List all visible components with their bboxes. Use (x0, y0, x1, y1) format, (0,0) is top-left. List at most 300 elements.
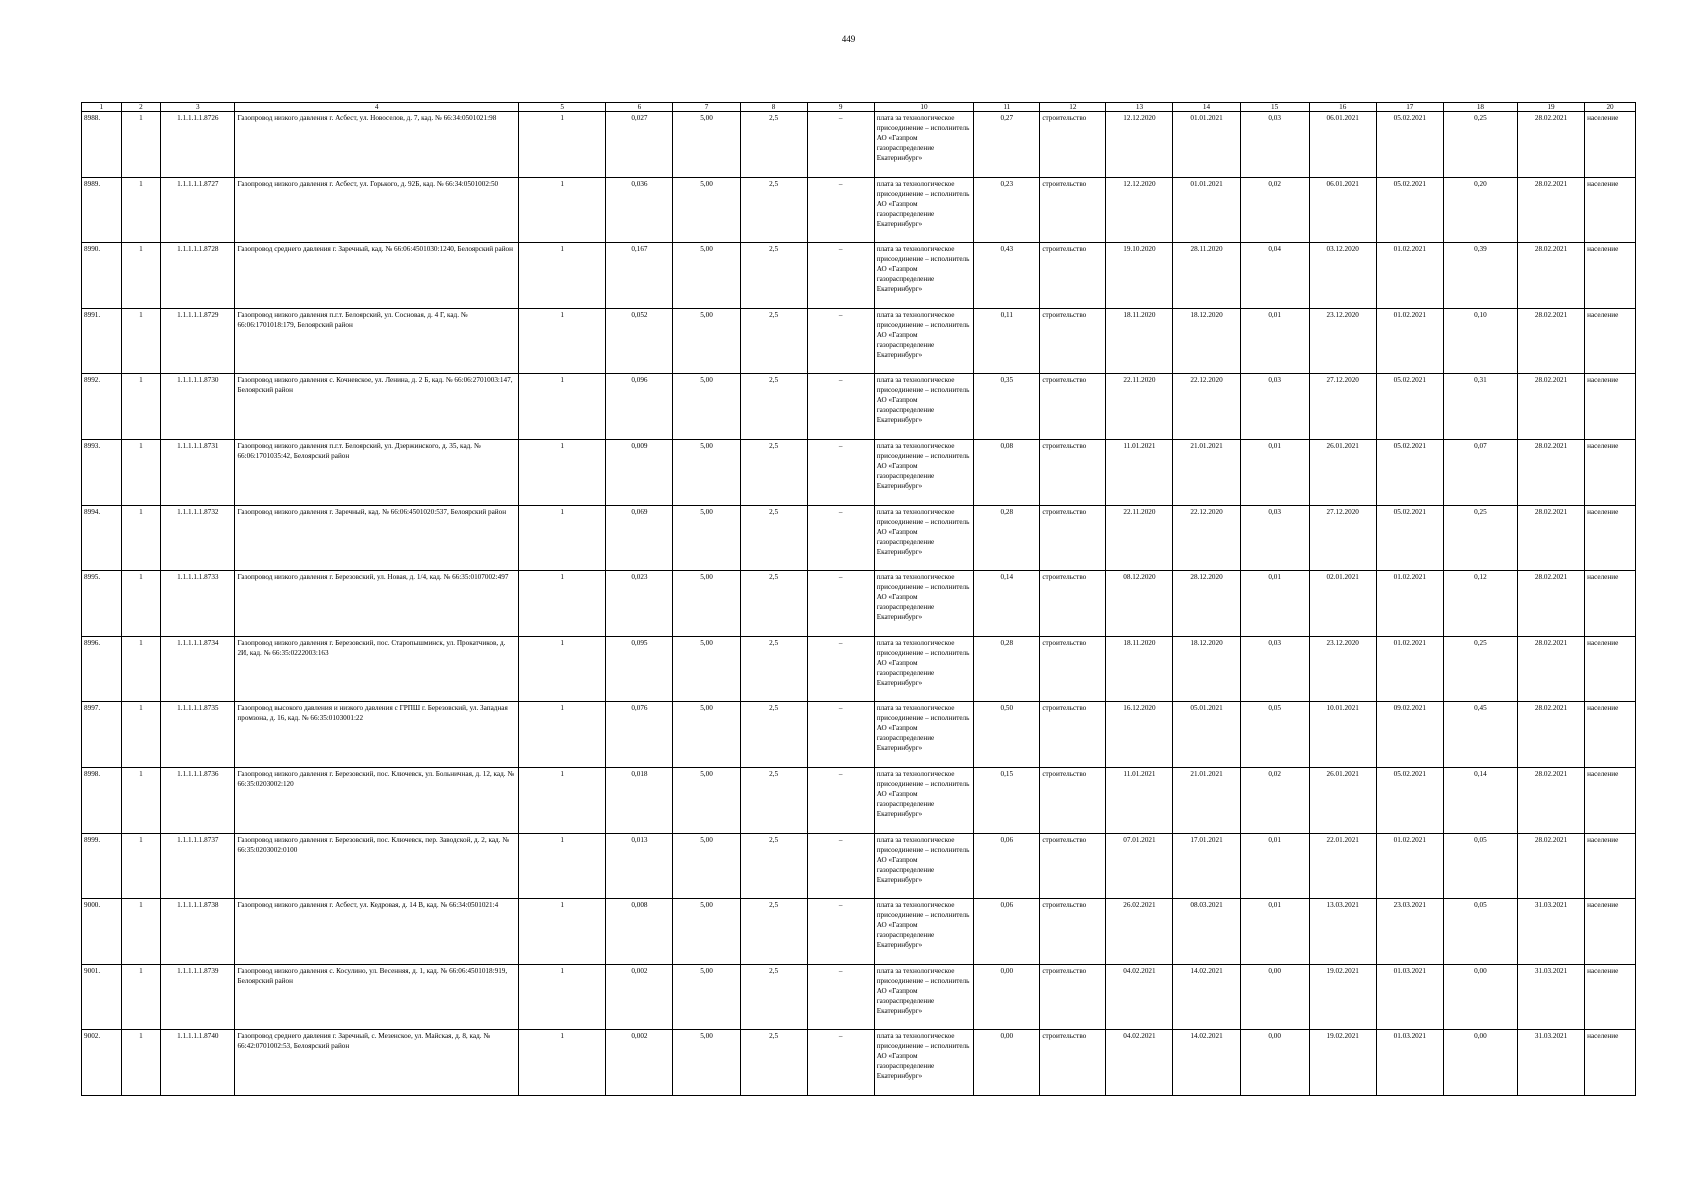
col-2-cell: 1 (121, 702, 161, 768)
col-7-cell: 5,00 (673, 1030, 740, 1096)
col-7-cell: 5,00 (673, 899, 740, 965)
col-18-cell: 0,05 (1443, 833, 1517, 899)
table-row (82, 112, 1636, 178)
object-code: 1.1.1.1.1.8729 (161, 308, 235, 374)
row-number: 8997. (82, 702, 122, 768)
table-row (82, 636, 1636, 702)
col-7-cell: 5,00 (673, 243, 740, 309)
col-2-cell: 1 (121, 243, 161, 309)
date-14: 14.02.2021 (1173, 1030, 1240, 1096)
date-16: 27.12.2020 (1309, 374, 1376, 440)
col-2-cell: 1 (121, 308, 161, 374)
funding-source: плата за технологическое присоединение – исполнитель АО «Газпром газораспределение Екатеринбург» (874, 964, 974, 1030)
date-14: 14.02.2021 (1173, 964, 1240, 1030)
col-6-cell: 0,002 (606, 964, 673, 1030)
date-17: 01.02.2021 (1376, 833, 1443, 899)
date-13: 18.11.2020 (1106, 308, 1173, 374)
date-13: 04.02.2021 (1106, 1030, 1173, 1096)
table-row (82, 177, 1636, 243)
date-19: 28.02.2021 (1518, 571, 1585, 637)
funding-source: плата за технологическое присоединение – исполнитель АО «Газпром газораспределение Екатеринбург» (874, 833, 974, 899)
work-type: строительство (1040, 243, 1106, 309)
col-8-cell: 2,5 (740, 1030, 807, 1096)
date-16: 26.01.2021 (1309, 767, 1376, 833)
col-5-cell: 1 (518, 636, 605, 702)
date-13: 11.01.2021 (1106, 767, 1173, 833)
date-17: 01.03.2021 (1376, 964, 1443, 1030)
date-16: 19.02.2021 (1309, 964, 1376, 1030)
col-6-cell: 0,096 (606, 374, 673, 440)
col-6-cell: 0,009 (606, 439, 673, 505)
col-9-cell: – (807, 374, 874, 440)
row-number: 9000. (82, 899, 122, 965)
col-7-cell: 5,00 (673, 505, 740, 571)
col-2-cell: 1 (121, 767, 161, 833)
col-6-cell: 0,069 (606, 505, 673, 571)
col-9-cell: – (807, 308, 874, 374)
table-row (82, 833, 1636, 899)
date-13: 08.12.2020 (1106, 571, 1173, 637)
col-15-cell: 0,01 (1240, 439, 1309, 505)
consumer-group: население (1585, 899, 1636, 965)
col-15-cell: 0,03 (1240, 505, 1309, 571)
col-6-cell: 0,002 (606, 1030, 673, 1096)
col-11-cell: 0,35 (974, 374, 1040, 440)
col-8-cell: 2,5 (740, 112, 807, 178)
table-row (82, 702, 1636, 768)
work-type: строительство (1040, 505, 1106, 571)
column-header: 6 (606, 103, 673, 112)
col-2-cell: 1 (121, 571, 161, 637)
consumer-group: население (1585, 1030, 1636, 1096)
col-15-cell: 0,01 (1240, 571, 1309, 637)
work-type: строительство (1040, 177, 1106, 243)
object-code: 1.1.1.1.1.8728 (161, 243, 235, 309)
col-7-cell: 5,00 (673, 308, 740, 374)
col-18-cell: 0,31 (1443, 374, 1517, 440)
date-16: 10.01.2021 (1309, 702, 1376, 768)
date-16: 22.01.2021 (1309, 833, 1376, 899)
row-number: 8989. (82, 177, 122, 243)
col-9-cell: – (807, 833, 874, 899)
consumer-group: население (1585, 571, 1636, 637)
consumer-group: население (1585, 636, 1636, 702)
date-14: 22.12.2020 (1173, 374, 1240, 440)
object-code: 1.1.1.1.1.8732 (161, 505, 235, 571)
col-6-cell: 0,008 (606, 899, 673, 965)
object-description: Газопровод низкого давления г. Асбест, ул. Кедровая, д. 14 В, кад. № 66:34:0501021:4 (235, 899, 519, 965)
col-15-cell: 0,00 (1240, 964, 1309, 1030)
date-13: 16.12.2020 (1106, 702, 1173, 768)
consumer-group: население (1585, 505, 1636, 571)
date-16: 19.02.2021 (1309, 1030, 1376, 1096)
col-9-cell: – (807, 571, 874, 637)
table-header (82, 103, 1636, 112)
column-header: 12 (1040, 103, 1106, 112)
col-11-cell: 0,15 (974, 767, 1040, 833)
col-9-cell: – (807, 112, 874, 178)
date-19: 28.02.2021 (1518, 308, 1585, 374)
date-17: 05.02.2021 (1376, 374, 1443, 440)
col-8-cell: 2,5 (740, 636, 807, 702)
row-number: 8993. (82, 439, 122, 505)
col-7-cell: 5,00 (673, 112, 740, 178)
col-5-cell: 1 (518, 439, 605, 505)
date-19: 28.02.2021 (1518, 374, 1585, 440)
col-8-cell: 2,5 (740, 833, 807, 899)
date-19: 28.02.2021 (1518, 767, 1585, 833)
funding-source: плата за технологическое присоединение – исполнитель АО «Газпром газораспределение Екатеринбург» (874, 899, 974, 965)
work-type: строительство (1040, 374, 1106, 440)
work-type: строительство (1040, 571, 1106, 637)
date-14: 18.12.2020 (1173, 308, 1240, 374)
date-16: 27.12.2020 (1309, 505, 1376, 571)
col-18-cell: 0,20 (1443, 177, 1517, 243)
date-13: 22.11.2020 (1106, 374, 1173, 440)
object-description: Газопровод низкого давления г. Березовский, ул. Новая, д. 1/4, кад. № 66:35:0107002:497 (235, 571, 519, 637)
col-11-cell: 0,08 (974, 439, 1040, 505)
row-number: 8994. (82, 505, 122, 571)
col-9-cell: – (807, 899, 874, 965)
object-code: 1.1.1.1.1.8734 (161, 636, 235, 702)
col-2-cell: 1 (121, 374, 161, 440)
col-7-cell: 5,00 (673, 439, 740, 505)
date-13: 04.02.2021 (1106, 964, 1173, 1030)
date-14: 17.01.2021 (1173, 833, 1240, 899)
row-number: 8991. (82, 308, 122, 374)
column-header: 9 (807, 103, 874, 112)
object-description: Газопровод среднего давления г. Заречный, кад. № 66:06:4501030:1240, Белоярский район (235, 243, 519, 309)
column-header: 4 (235, 103, 519, 112)
date-17: 09.02.2021 (1376, 702, 1443, 768)
funding-source: плата за технологическое присоединение – исполнитель АО «Газпром газораспределение Екатеринбург» (874, 1030, 974, 1096)
col-18-cell: 0,10 (1443, 308, 1517, 374)
col-6-cell: 0,023 (606, 571, 673, 637)
date-19: 31.03.2021 (1518, 1030, 1585, 1096)
funding-source: плата за технологическое присоединение – исполнитель АО «Газпром газораспределение Екатеринбург» (874, 571, 974, 637)
column-header: 13 (1106, 103, 1173, 112)
date-13: 26.02.2021 (1106, 899, 1173, 965)
object-description: Газопровод низкого давления г. Асбест, ул. Горького, д. 92Б, кад. № 66:34:0501002:50 (235, 177, 519, 243)
object-code: 1.1.1.1.1.8733 (161, 571, 235, 637)
column-number-row (82, 103, 1636, 112)
col-5-cell: 1 (518, 571, 605, 637)
col-18-cell: 0,39 (1443, 243, 1517, 309)
col-8-cell: 2,5 (740, 308, 807, 374)
date-17: 01.02.2021 (1376, 308, 1443, 374)
col-6-cell: 0,013 (606, 833, 673, 899)
col-6-cell: 0,052 (606, 308, 673, 374)
col-9-cell: – (807, 439, 874, 505)
object-description: Газопровод низкого давления г. Березовский, пос. Ключевск, пер. Заводской, д. 2, кад. № 66:35:0203002:0100 (235, 833, 519, 899)
date-14: 22.12.2020 (1173, 505, 1240, 571)
date-17: 05.02.2021 (1376, 439, 1443, 505)
consumer-group: население (1585, 767, 1636, 833)
date-16: 02.01.2021 (1309, 571, 1376, 637)
date-17: 05.02.2021 (1376, 505, 1443, 571)
date-16: 23.12.2020 (1309, 308, 1376, 374)
col-11-cell: 0,23 (974, 177, 1040, 243)
object-code: 1.1.1.1.1.8730 (161, 374, 235, 440)
column-header: 2 (121, 103, 161, 112)
date-17: 05.02.2021 (1376, 177, 1443, 243)
col-9-cell: – (807, 702, 874, 768)
consumer-group: население (1585, 243, 1636, 309)
date-14: 21.01.2021 (1173, 767, 1240, 833)
col-18-cell: 0,45 (1443, 702, 1517, 768)
work-type: строительство (1040, 1030, 1106, 1096)
object-description: Газопровод низкого давления с. Косулино, ул. Весенняя, д. 1, кад. № 66:06:4501018:919, Белоярский район (235, 964, 519, 1030)
date-19: 28.02.2021 (1518, 636, 1585, 702)
object-description: Газопровод низкого давления с. Кочневское, ул. Ленина, д. 2 Б, кад. № 66:06:2701003:147, Белоярский район (235, 374, 519, 440)
col-11-cell: 0,06 (974, 899, 1040, 965)
date-17: 01.02.2021 (1376, 243, 1443, 309)
col-9-cell: – (807, 243, 874, 309)
funding-source: плата за технологическое присоединение – исполнитель АО «Газпром газораспределение Екатеринбург» (874, 505, 974, 571)
table-row (82, 308, 1636, 374)
date-16: 06.01.2021 (1309, 177, 1376, 243)
object-description: Газопровод низкого давления г. Березовский, пос. Старопышминск, ул. Прокатчиков, д. 2И, кад. № 66:35:0222003:163 (235, 636, 519, 702)
col-7-cell: 5,00 (673, 833, 740, 899)
date-16: 13.03.2021 (1309, 899, 1376, 965)
object-description: Газопровод низкого давления г. Асбест, ул. Новоселов, д. 7, кад. № 66:34:0501021:98 (235, 112, 519, 178)
date-19: 28.02.2021 (1518, 439, 1585, 505)
work-type: строительство (1040, 308, 1106, 374)
column-header: 5 (518, 103, 605, 112)
column-header: 7 (673, 103, 740, 112)
col-11-cell: 0,06 (974, 833, 1040, 899)
date-13: 22.11.2020 (1106, 505, 1173, 571)
date-13: 12.12.2020 (1106, 112, 1173, 178)
date-17: 23.03.2021 (1376, 899, 1443, 965)
object-code: 1.1.1.1.1.8737 (161, 833, 235, 899)
row-number: 9002. (82, 1030, 122, 1096)
object-description: Газопровод среднего давления г. Заречный, с. Мезенское, ул. Майская, д. 8, кад. № 66:42:0701002:53, Белоярский район (235, 1030, 519, 1096)
col-2-cell: 1 (121, 636, 161, 702)
col-11-cell: 0,14 (974, 571, 1040, 637)
col-15-cell: 0,02 (1240, 767, 1309, 833)
col-11-cell: 0,28 (974, 636, 1040, 702)
object-description: Газопровод низкого давления г. Березовский, пос. Ключевск, ул. Больничная, д. 12, кад. № 66:35:0203002:120 (235, 767, 519, 833)
col-2-cell: 1 (121, 833, 161, 899)
work-type: строительство (1040, 636, 1106, 702)
col-9-cell: – (807, 636, 874, 702)
table-row (82, 571, 1636, 637)
row-number: 8996. (82, 636, 122, 702)
date-13: 12.12.2020 (1106, 177, 1173, 243)
date-14: 01.01.2021 (1173, 177, 1240, 243)
table-row (82, 964, 1636, 1030)
row-number: 8988. (82, 112, 122, 178)
date-19: 28.02.2021 (1518, 833, 1585, 899)
date-14: 28.11.2020 (1173, 243, 1240, 309)
col-8-cell: 2,5 (740, 177, 807, 243)
col-6-cell: 0,095 (606, 636, 673, 702)
consumer-group: население (1585, 308, 1636, 374)
col-15-cell: 0,00 (1240, 1030, 1309, 1096)
col-9-cell: – (807, 1030, 874, 1096)
consumer-group: население (1585, 374, 1636, 440)
col-5-cell: 1 (518, 112, 605, 178)
object-code: 1.1.1.1.1.8739 (161, 964, 235, 1030)
col-15-cell: 0,05 (1240, 702, 1309, 768)
col-2-cell: 1 (121, 177, 161, 243)
col-9-cell: – (807, 767, 874, 833)
date-19: 28.02.2021 (1518, 112, 1585, 178)
col-18-cell: 0,00 (1443, 964, 1517, 1030)
col-6-cell: 0,076 (606, 702, 673, 768)
col-11-cell: 0,28 (974, 505, 1040, 571)
work-type: строительство (1040, 439, 1106, 505)
col-18-cell: 0,12 (1443, 571, 1517, 637)
funding-source: плата за технологическое присоединение – исполнитель АО «Газпром газораспределение Екатеринбург» (874, 767, 974, 833)
date-13: 18.11.2020 (1106, 636, 1173, 702)
col-8-cell: 2,5 (740, 964, 807, 1030)
table-row (82, 1030, 1636, 1096)
row-number: 8998. (82, 767, 122, 833)
column-header: 8 (740, 103, 807, 112)
object-code: 1.1.1.1.1.8731 (161, 439, 235, 505)
col-7-cell: 5,00 (673, 767, 740, 833)
col-11-cell: 0,00 (974, 964, 1040, 1030)
object-description: Газопровод низкого давления п.г.т. Белоярский, ул. Дзержинского, д. 35, кад. № 66:06:1701035:42, Белоярский район (235, 439, 519, 505)
object-code: 1.1.1.1.1.8740 (161, 1030, 235, 1096)
col-5-cell: 1 (518, 1030, 605, 1096)
date-16: 03.12.2020 (1309, 243, 1376, 309)
date-14: 18.12.2020 (1173, 636, 1240, 702)
object-code: 1.1.1.1.1.8735 (161, 702, 235, 768)
col-8-cell: 2,5 (740, 899, 807, 965)
col-6-cell: 0,027 (606, 112, 673, 178)
col-5-cell: 1 (518, 899, 605, 965)
column-header: 18 (1443, 103, 1517, 112)
col-6-cell: 0,167 (606, 243, 673, 309)
work-type: строительство (1040, 767, 1106, 833)
row-number: 8990. (82, 243, 122, 309)
date-17: 01.03.2021 (1376, 1030, 1443, 1096)
date-17: 05.02.2021 (1376, 767, 1443, 833)
page-number: 449 (841, 34, 856, 44)
col-9-cell: – (807, 177, 874, 243)
column-header: 15 (1240, 103, 1309, 112)
date-19: 28.02.2021 (1518, 702, 1585, 768)
row-number: 9001. (82, 964, 122, 1030)
consumer-group: население (1585, 112, 1636, 178)
col-2-cell: 1 (121, 899, 161, 965)
date-16: 23.12.2020 (1309, 636, 1376, 702)
col-8-cell: 2,5 (740, 702, 807, 768)
date-14: 28.12.2020 (1173, 571, 1240, 637)
col-5-cell: 1 (518, 505, 605, 571)
column-header: 20 (1585, 103, 1636, 112)
row-number: 8999. (82, 833, 122, 899)
col-15-cell: 0,03 (1240, 636, 1309, 702)
table-row (82, 439, 1636, 505)
consumer-group: население (1585, 833, 1636, 899)
col-18-cell: 0,25 (1443, 505, 1517, 571)
col-7-cell: 5,00 (673, 374, 740, 440)
date-19: 28.02.2021 (1518, 243, 1585, 309)
col-6-cell: 0,036 (606, 177, 673, 243)
col-11-cell: 0,50 (974, 702, 1040, 768)
col-7-cell: 5,00 (673, 636, 740, 702)
col-8-cell: 2,5 (740, 243, 807, 309)
consumer-group: население (1585, 439, 1636, 505)
funding-source: плата за технологическое присоединение – исполнитель АО «Газпром газораспределение Екатеринбург» (874, 439, 974, 505)
date-19: 31.03.2021 (1518, 964, 1585, 1030)
col-11-cell: 0,11 (974, 308, 1040, 374)
col-15-cell: 0,03 (1240, 112, 1309, 178)
row-number: 8992. (82, 374, 122, 440)
col-11-cell: 0,00 (974, 1030, 1040, 1096)
col-2-cell: 1 (121, 964, 161, 1030)
work-type: строительство (1040, 899, 1106, 965)
table-row (82, 243, 1636, 309)
object-description: Газопровод низкого давления п.г.т. Белоярский, ул. Сосновая, д. 4 Г, кад. № 66:06:1701018:179, Белоярский район (235, 308, 519, 374)
funding-source: плата за технологическое присоединение – исполнитель АО «Газпром газораспределение Екатеринбург» (874, 243, 974, 309)
col-8-cell: 2,5 (740, 505, 807, 571)
registry-table (81, 102, 1636, 1096)
col-15-cell: 0,02 (1240, 177, 1309, 243)
col-9-cell: – (807, 964, 874, 1030)
date-13: 19.10.2020 (1106, 243, 1173, 309)
consumer-group: население (1585, 177, 1636, 243)
date-13: 11.01.2021 (1106, 439, 1173, 505)
table-row (82, 767, 1636, 833)
column-header: 3 (161, 103, 235, 112)
col-7-cell: 5,00 (673, 177, 740, 243)
date-17: 01.02.2021 (1376, 571, 1443, 637)
col-7-cell: 5,00 (673, 702, 740, 768)
date-16: 06.01.2021 (1309, 112, 1376, 178)
funding-source: плата за технологическое присоединение – исполнитель АО «Газпром газораспределение Екатеринбург» (874, 636, 974, 702)
table-body (82, 112, 1636, 1096)
date-14: 05.01.2021 (1173, 702, 1240, 768)
col-2-cell: 1 (121, 1030, 161, 1096)
table-row (82, 505, 1636, 571)
col-18-cell: 0,05 (1443, 899, 1517, 965)
col-18-cell: 0,07 (1443, 439, 1517, 505)
col-5-cell: 1 (518, 833, 605, 899)
column-header: 10 (874, 103, 974, 112)
col-6-cell: 0,018 (606, 767, 673, 833)
col-7-cell: 5,00 (673, 964, 740, 1030)
object-code: 1.1.1.1.1.8726 (161, 112, 235, 178)
col-15-cell: 0,01 (1240, 308, 1309, 374)
work-type: строительство (1040, 702, 1106, 768)
col-5-cell: 1 (518, 243, 605, 309)
funding-source: плата за технологическое присоединение – исполнитель АО «Газпром газораспределение Екатеринбург» (874, 702, 974, 768)
date-17: 01.02.2021 (1376, 636, 1443, 702)
funding-source: плата за технологическое присоединение – исполнитель АО «Газпром газораспределение Екатеринбург» (874, 308, 974, 374)
date-19: 31.03.2021 (1518, 899, 1585, 965)
col-8-cell: 2,5 (740, 374, 807, 440)
date-19: 28.02.2021 (1518, 177, 1585, 243)
funding-source: плата за технологическое присоединение – исполнитель АО «Газпром газораспределение Екатеринбург» (874, 112, 974, 178)
work-type: строительство (1040, 964, 1106, 1030)
col-11-cell: 0,27 (974, 112, 1040, 178)
col-8-cell: 2,5 (740, 767, 807, 833)
col-9-cell: – (807, 505, 874, 571)
work-type: строительство (1040, 833, 1106, 899)
column-header: 1 (82, 103, 122, 112)
col-5-cell: 1 (518, 177, 605, 243)
col-18-cell: 0,25 (1443, 112, 1517, 178)
date-13: 07.01.2021 (1106, 833, 1173, 899)
column-header: 11 (974, 103, 1040, 112)
date-14: 08.03.2021 (1173, 899, 1240, 965)
col-15-cell: 0,01 (1240, 899, 1309, 965)
